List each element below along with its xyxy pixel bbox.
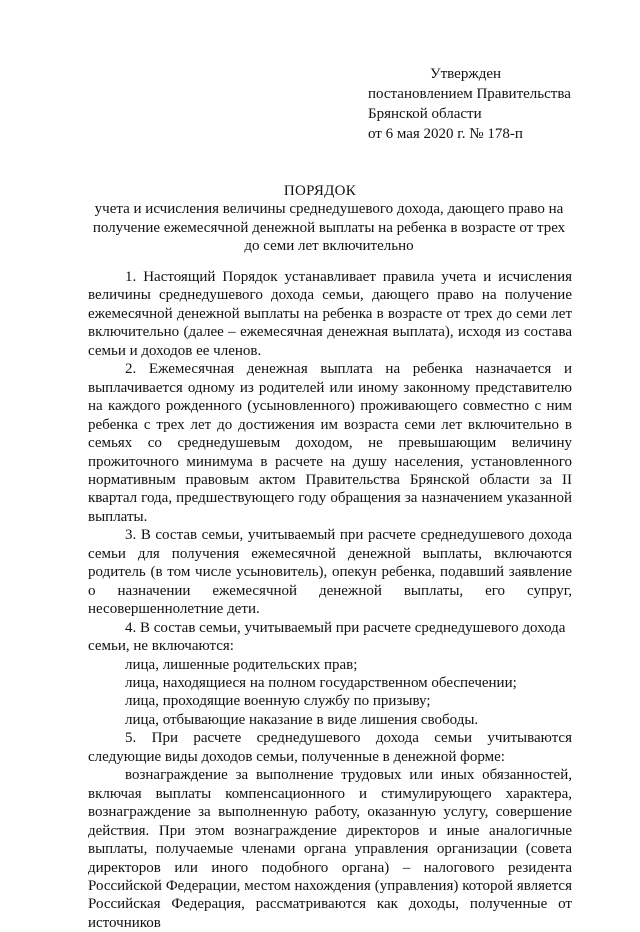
paragraph: 2. Ежемесячная денежная выплата на ребенка назначается и выплачивается одному из родителей или иному законному представителю на каждого рожденного (усыновленного) проживающего совместно с ним ребенка с трех лет до достижения им возраста семи лет включительно в семьях со среднедушевым доходом, не превышающим величину прожиточного минимума в расчете на душу населения, установленного нормативным правовым актом Правительства Брянской области за II квартал года, предшествующего году обращения за назначением указанной выплаты. (88, 361, 572, 525)
list-item: лица, проходящие военную службу по призыву; (125, 693, 431, 710)
approval-line: Брянской области (368, 106, 482, 122)
list-item: лица, находящиеся на полном государственном обеспечении; (125, 674, 517, 691)
paragraph: 5. При расчете среднедушевого дохода семьи учитываются следующие виды доходов семьи, полученные в денежной форме: (88, 730, 572, 765)
approval-line: постановлением Правительства (368, 86, 571, 102)
approval-block (368, 64, 571, 144)
document-title: ПОРЯДОК (283, 183, 357, 199)
paragraph: 3. В состав семьи, учитываемый при расчете среднедушевого дохода семьи для получения ежемесячной денежной выплаты, включаются родитель (в том числе усыновитель), опекун ребенка, подавший заявление о назначении ежемесячной денежной выплаты, его супруг, несовершеннолетние дети. (88, 527, 572, 618)
document-subtitle: учета и исчисления величины среднедушевого дохода, дающего право на получение ежемесячной денежной выплаты на ребенка в возрасте от трех до семи лет включительно (92, 201, 566, 254)
approval-line: Утвержден (430, 66, 502, 82)
list-item: лица, отбывающие наказание в виде лишения свободы. (125, 711, 479, 728)
document-body (88, 268, 572, 932)
paragraph: 1. Настоящий Порядок устанавливает правила учета и исчисления величины среднедушевого дохода семьи, дающего право на получение ежемесячной денежной выплаты на ребенка в возрасте от трех до семи лет включительно (далее – ежемесячная денежная выплата), исходя из состава семьи и доходов ее членов. (88, 269, 572, 359)
list-item: лица, лишенные родительских прав; (125, 656, 358, 673)
approval-line: от 6 мая 2020 г. № 178-п (368, 126, 523, 142)
paragraph: вознаграждение за выполнение трудовых или иных обязанностей, включая выплаты компенсационного и стимулирующего характера, вознаграждение за выполненную работу, оказанную услугу, совершение действия. При этом вознаграждение директоров и иные аналогичные выплаты, получаемые членами органа управления организации (совета директоров или иного подобного органа) – налогового резидента Российской Федерации, местом нахождения (управления) которой является Российская Федерация, рассматриваются как доходы, полученные от источников (88, 767, 572, 931)
paragraph: 4. В состав семьи, учитываемый при расчете среднедушевого дохода семьи, не включаются: (88, 619, 566, 655)
